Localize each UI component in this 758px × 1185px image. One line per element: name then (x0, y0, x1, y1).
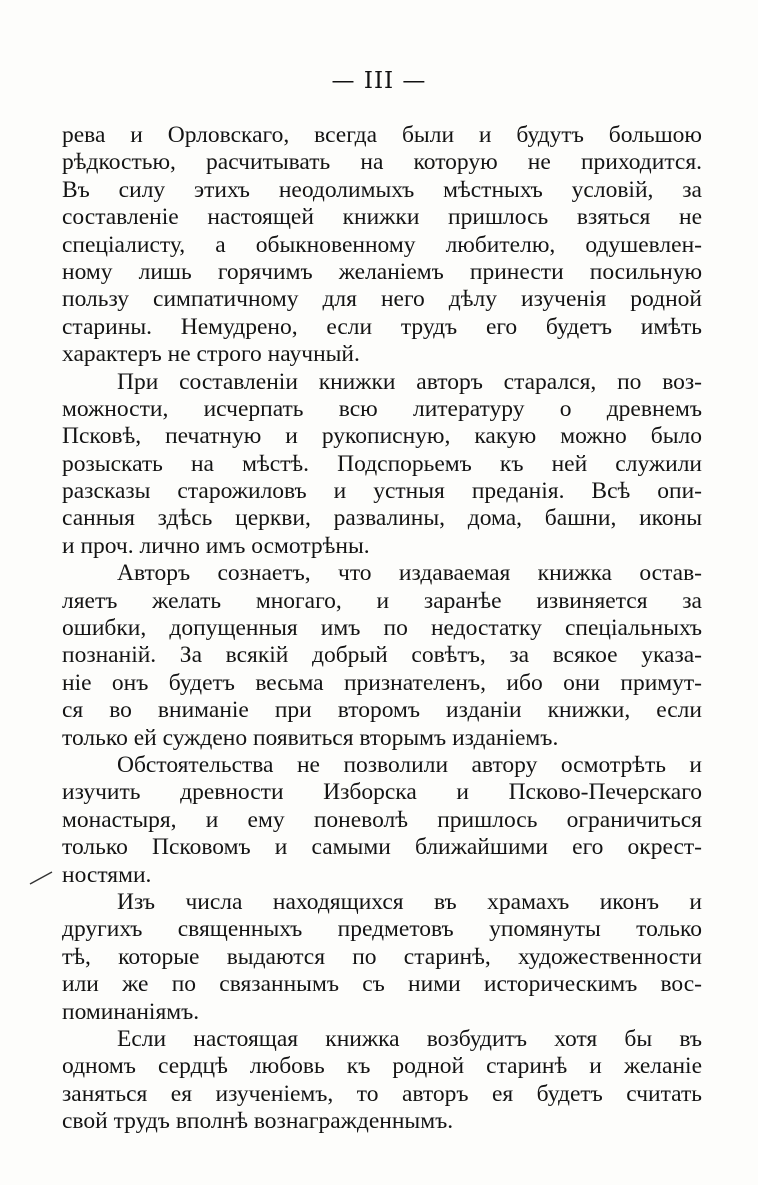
page-number: — III — (331, 68, 427, 94)
text-line: ляетъ желать многаго, и заранѣе извиняется за (62, 587, 702, 614)
margin-pencil-mark (28, 870, 54, 886)
text-line: характеръ не строго научный. (62, 341, 360, 368)
text-line: свой трудъ вполнѣ вознагражденнымъ. (62, 1108, 454, 1135)
text-line: санныя здѣсь церкви, развалины, дома, башни, иконы (62, 505, 702, 532)
text-line: тѣ, которые выдаются по старинѣ, художественности (62, 943, 702, 970)
text-line: познаній. За всякій добрый совѣтъ, за всякое указа- (62, 642, 702, 669)
paragraph (62, 1026, 702, 1136)
paragraph (62, 369, 702, 561)
text-line: Если настоящая книжка возбудитъ хотя бы въ (117, 1025, 702, 1052)
text-line: розыскать на мѣстѣ. Подспорьемъ къ ней служили (62, 450, 702, 477)
text-line: ностями. (62, 861, 152, 888)
text-line: можности, исчерпать всю литературу о древнемъ (62, 395, 702, 422)
text-line: рѣдкостью, расчитывать на которую не приходится. (62, 149, 702, 176)
paragraph (62, 122, 702, 369)
text-line: составленіе настоящей книжки пришлось взяться не (62, 204, 702, 231)
text-line: разсказы старожиловъ и устныя преданія. Всѣ опи- (62, 478, 702, 505)
text-line: При составленіи книжки авторъ старался, по воз- (117, 368, 702, 395)
paragraph (62, 560, 702, 752)
text-line: Псковѣ, печатную и рукописную, какую можно было (62, 423, 702, 450)
text-line: ошибки, допущенныя имъ по недостатку спеціальныхъ (62, 615, 702, 642)
text-line: только Псковомъ и самыми ближайшими его окрест- (62, 834, 702, 861)
text-line: монастыря, и ему поневолѣ пришлось ограничиться (62, 806, 702, 833)
text-line: одномъ сердцѣ любовь къ родной старинѣ и желаніе (62, 1053, 702, 1080)
text-line: Изъ числа находящихся въ храмахъ иконъ и (117, 888, 702, 915)
text-line: или же по связаннымъ съ ними историческимъ вос- (62, 971, 702, 998)
text-line: только ей суждено появиться вторымъ изданіемъ. (62, 724, 559, 751)
text-line: ному лишь горячимъ желаніемъ принести посильную (62, 258, 702, 285)
text-line: старины. Немудрено, если трудъ его будетъ имѣть (62, 313, 702, 340)
body-text (62, 122, 702, 1135)
text-line: ся во вниманіе при второмъ изданіи книжки, если (62, 697, 702, 724)
text-line: поминаніямъ. (62, 998, 200, 1025)
text-line: изучить древности Изборска и Псково-Печерскаго (62, 779, 702, 806)
text-line: и проч. лично имъ осмотрѣны. (62, 532, 370, 559)
text-line: заняться ея изученіемъ, то авторъ ея будетъ считать (62, 1080, 702, 1107)
paragraph (62, 752, 702, 889)
text-line: пользу симпатичному для него дѣлу изученія родной (62, 286, 702, 313)
text-line: спеціалисту, а обыкновенному любителю, одушевлен- (62, 231, 702, 258)
text-line: другихъ священныхъ предметовъ упомянуты только (62, 916, 702, 943)
text-line: ніе онъ будетъ весьма признателенъ, ибо они примут- (62, 669, 702, 696)
text-line: Въ силу этихъ неодолимыхъ мѣстныхъ условій, за (62, 176, 702, 203)
text-line: Обстоятельства не позволили автору осмотрѣть и (117, 751, 702, 778)
text-line: Авторъ сознаетъ, что издаваемая книжка остав- (117, 560, 702, 587)
text-line: рева и Орловскаго, всегда были и будутъ большою (62, 122, 702, 148)
paragraph (62, 889, 702, 1026)
